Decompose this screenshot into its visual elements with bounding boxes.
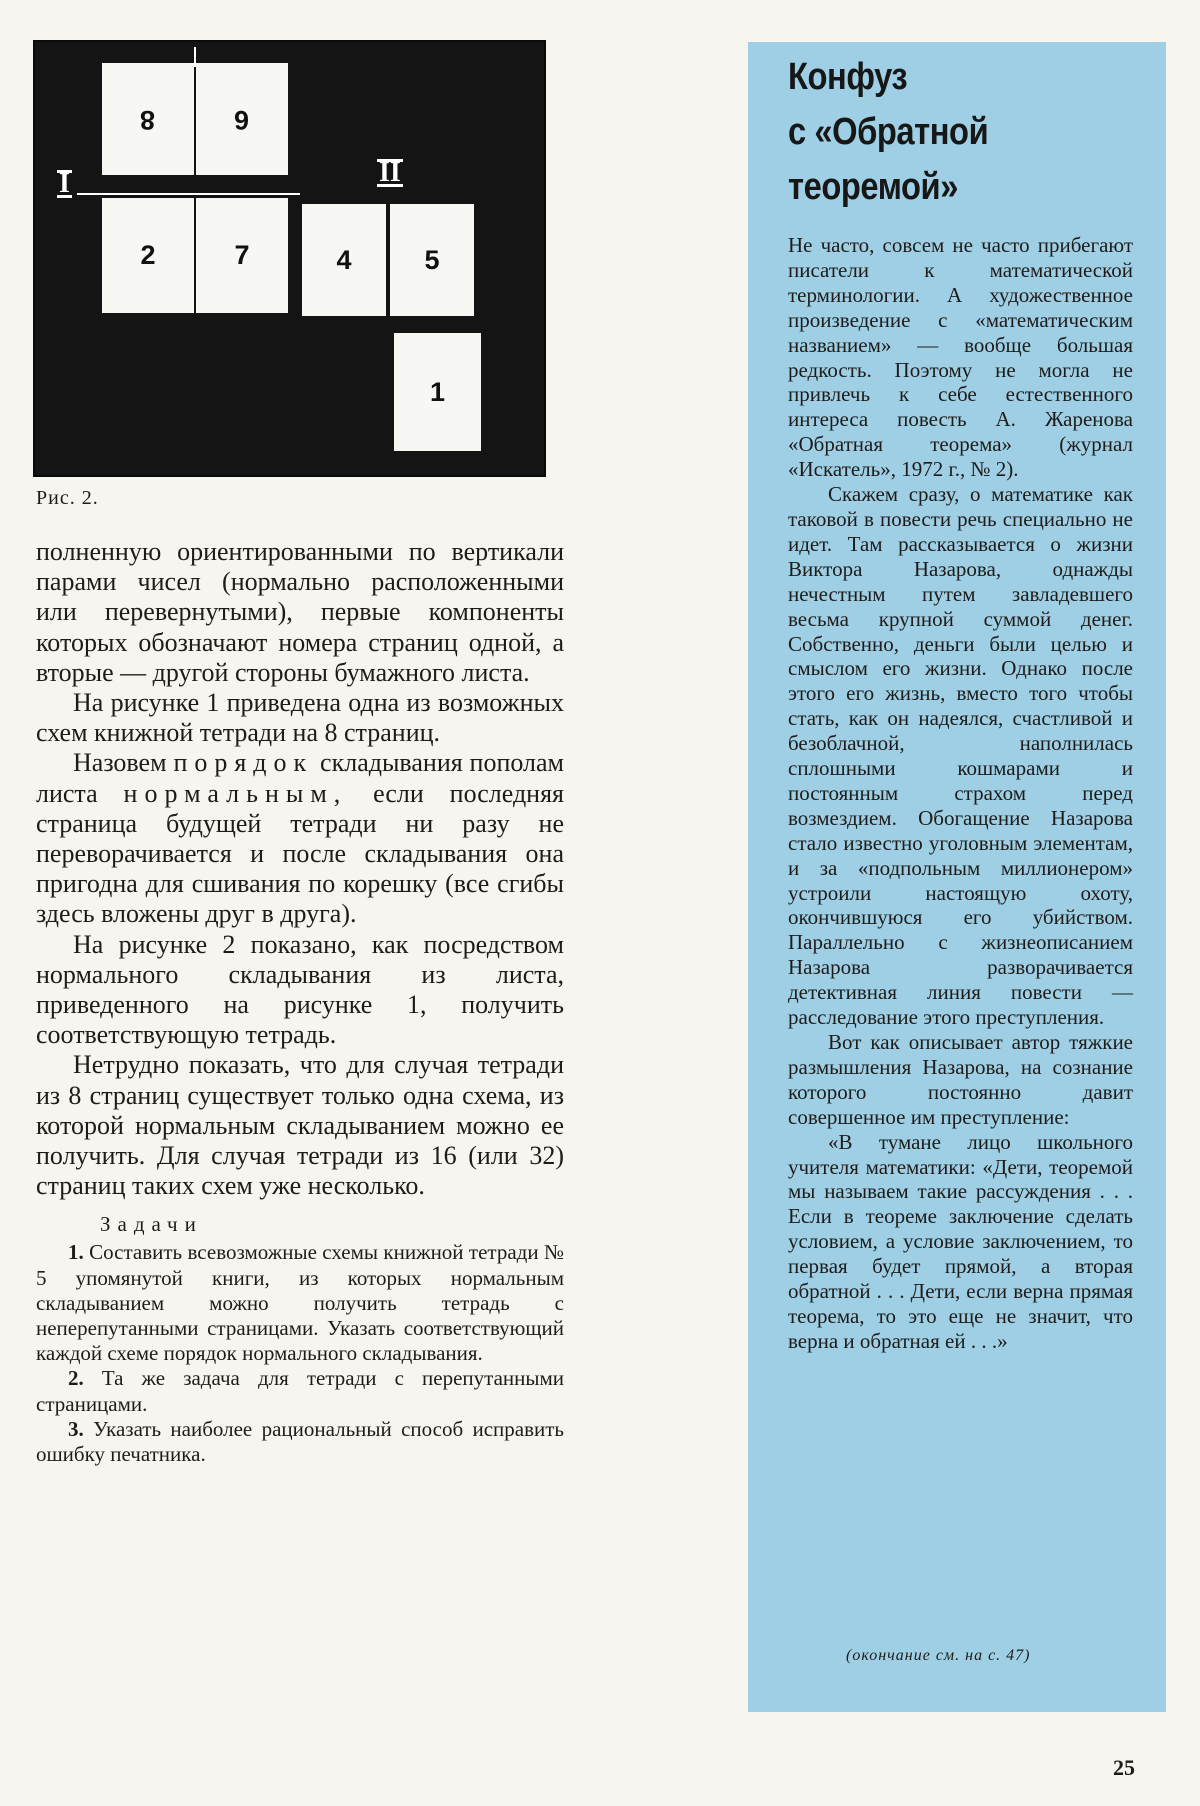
- sidebar-article: [748, 42, 1166, 1712]
- figure-cell-label: 1: [429, 376, 446, 407]
- task-item: [36, 1366, 564, 1416]
- title-line: с «Обратной: [788, 111, 989, 153]
- text-run: если последняя страница будущей тетради ни разу не переворачивается и после складывания она пригодна для сшивания по корешку (все сгибы здесь вложены друг в друга).: [36, 778, 565, 929]
- figure-cell-label: 2: [140, 240, 156, 270]
- fold-marker-2: II: [379, 157, 401, 188]
- text-run: Назовем: [73, 748, 167, 778]
- figure-cell-5: [390, 204, 474, 316]
- tasks-list: [36, 1240, 564, 1467]
- task-item: [36, 1417, 564, 1467]
- title-line: теоремой»: [788, 166, 958, 208]
- figure-cell-label: 4: [336, 244, 352, 275]
- sidebar-title: [788, 50, 1098, 215]
- paragraph: Скажем сразу, о математике как таковой в повести речь специально не идет. Там рассказывается о жизни Виктора Назарова, однажды нечестным путем завладевшего весьма крупной суммой денег. Собственно, деньги были целью и смыслом его жизни. Однако после этого его жизнь, вместо того чтобы стать, как он надеялся, счастливой и безоблачной, наполнилась сплошными кошмарами и постоянным страхом перед возмездием. Обогащение Назарова стало известно уголовным элементам, и за «подпольным миллионером» устроили настоящую охоту, окончившуюся его убийством. Параллельно с жизнеописанием Назарова разворачивается детективная линия повести — расследование этого преступления.: [788, 482, 1133, 1030]
- emphasized-term: порядок: [173, 748, 314, 778]
- figure-cell-1: [394, 333, 481, 451]
- figure-cell-label: 5: [424, 244, 440, 275]
- paragraph: Не часто, совсем не часто прибегают писатели к математической терминологии. А художественное произведение с «математическим названием» — вообще большая редкость. Поэтому не могла не привлечь к себе естественного интереса повесть А. Жаренова «Обратная теорема» (журнал «Искатель», 1972 г., № 2).: [788, 233, 1133, 482]
- paragraph: На рисунке 1 приведена одна из возможных схем книжной тетради на 8 страниц.: [36, 688, 564, 748]
- figure-cell-8: [102, 63, 194, 175]
- figure-cell-6: [196, 63, 288, 175]
- folding-figure: [33, 40, 546, 477]
- task-text: Та же задача для тетради с перепутанными страницами.: [36, 1366, 564, 1416]
- text-run: складывания пополам листа: [36, 748, 565, 808]
- figure-cell-7: [196, 198, 288, 313]
- paragraph: [36, 748, 564, 929]
- figure-cell-label: 8: [140, 104, 156, 135]
- figure-cell-2: [102, 198, 194, 313]
- fold-line-vertical: [194, 47, 196, 67]
- figure-cell-4: [302, 204, 386, 316]
- emphasized-term: нормальным,: [123, 778, 348, 808]
- fold-line-horizontal: [77, 193, 300, 195]
- paragraph: полненную ориентированными по вертикали парами чисел (нормально расположенными или перевернутыми), первые компоненты которых обозначают номера страниц одной, а вторые — другой стороны бумажного листа.: [36, 537, 564, 687]
- tasks-heading: Задачи: [100, 1212, 203, 1237]
- fold-marker-1: I: [59, 168, 70, 199]
- task-number: 3.: [68, 1416, 84, 1441]
- paragraph: На рисунке 2 показано, как посредством нормального складывания из листа, приведенного на рисунке 1, получить соответствующую тетрадь.: [36, 929, 564, 1050]
- paragraph: Нетрудно показать, что для случая тетради из 8 страниц существует только одна схема, из которой нормальным складыванием можно ее получить. Для случая тетради из 16 (или 32) страниц таких схем уже несколько.: [36, 1050, 564, 1201]
- figure-cell-label: 6: [234, 104, 250, 135]
- title-line: Конфуз: [788, 56, 908, 98]
- quote-paragraph: «В тумане лицо школьного учителя математики: «Дети, теоремой мы называем такие рассуждения . . . Если в теореме заключение сделать условием, а условие заключением, то первая будет прямой, а вторая обратной . . . Дети, если верна прямая теорема, то это еще не значит, что верна и обратная ей . . .»: [788, 1129, 1133, 1353]
- task-text: Указать наиболее рациональный способ исправить ошибку печатника.: [36, 1416, 564, 1467]
- figure-caption: Рис. 2.: [36, 487, 99, 509]
- task-text: Составить всевозможные схемы книжной тетради № 5 упомянутой книги, из которых нормальным складыванием можно получить тетрадь с неперепутанными страницами. Указать соответствующий каждой схеме порядок нормального складывания.: [36, 1240, 564, 1366]
- task-number: 1.: [68, 1240, 84, 1265]
- sidebar-body: [788, 233, 1133, 1354]
- main-text-column: [36, 537, 564, 1467]
- page-number: 25: [1113, 1755, 1135, 1780]
- task-number: 2.: [68, 1366, 84, 1391]
- continuation-note: (окончание см. на с. 47): [846, 1647, 1031, 1664]
- paragraph: Вот как описывает автор тяжкие размышления Назарова, на сознание которого постоянно давит совершенное им преступление:: [788, 1030, 1133, 1129]
- figure-cell-label: 7: [234, 240, 250, 270]
- task-item: [36, 1240, 564, 1366]
